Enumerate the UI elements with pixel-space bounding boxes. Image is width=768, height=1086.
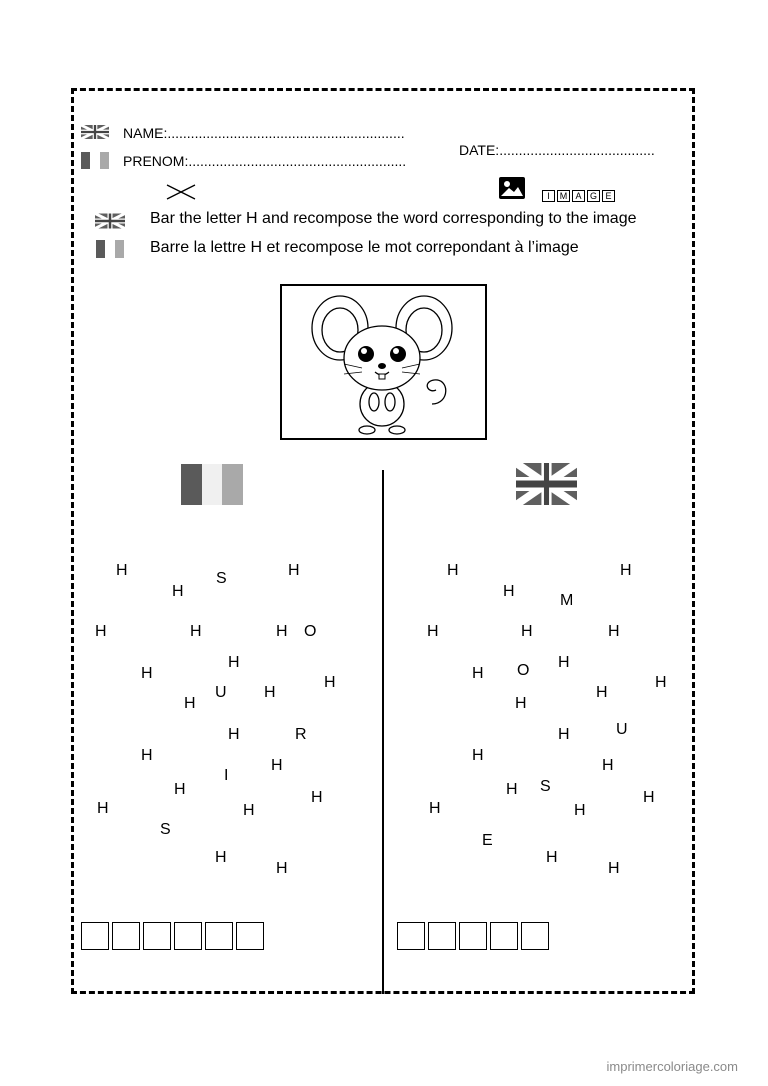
mouse-picture-frame bbox=[280, 284, 487, 440]
scatter-letter[interactable]: H bbox=[506, 781, 518, 798]
uk-flag-icon bbox=[81, 124, 109, 140]
answer-box[interactable] bbox=[236, 922, 264, 950]
scatter-letter[interactable]: H bbox=[515, 695, 527, 712]
scissors-icon bbox=[165, 183, 197, 201]
scatter-letter[interactable]: H bbox=[596, 684, 608, 701]
scatter-letter[interactable]: H bbox=[276, 860, 288, 877]
scatter-letter[interactable]: H bbox=[472, 747, 484, 764]
scatter-letter[interactable]: H bbox=[503, 583, 515, 600]
scatter-letter[interactable]: H bbox=[184, 695, 196, 712]
image-letter-box: A bbox=[572, 190, 585, 202]
scatter-letter[interactable]: S bbox=[160, 821, 171, 838]
scatter-letter[interactable]: H bbox=[546, 849, 558, 866]
instruction-french: Barre la lettre H et recompose le mot correpondant à l’image bbox=[150, 239, 579, 256]
scatter-letter[interactable]: H bbox=[174, 781, 186, 798]
scatter-letter[interactable]: H bbox=[472, 665, 484, 682]
date-field-label: DATE:........................................ bbox=[459, 142, 655, 158]
scatter-letter[interactable]: H bbox=[447, 562, 459, 579]
scatter-letter[interactable]: H bbox=[190, 623, 202, 640]
scatter-letter[interactable]: H bbox=[264, 684, 276, 701]
scatter-letter[interactable]: H bbox=[141, 747, 153, 764]
name-field-label: NAME:............................................................. bbox=[123, 125, 405, 141]
answer-box[interactable] bbox=[521, 922, 549, 950]
answer-box[interactable] bbox=[397, 922, 425, 950]
prenom-field-label: PRENOM:........................................................ bbox=[123, 153, 407, 169]
scatter-letter[interactable]: H bbox=[276, 623, 288, 640]
scatter-letter[interactable]: H bbox=[271, 757, 283, 774]
scatter-letter[interactable]: H bbox=[620, 562, 632, 579]
scatter-letter[interactable]: O bbox=[517, 662, 530, 679]
answer-box[interactable] bbox=[490, 922, 518, 950]
answer-box[interactable] bbox=[174, 922, 202, 950]
scatter-letter[interactable]: M bbox=[560, 592, 574, 609]
scatter-letter[interactable]: H bbox=[608, 860, 620, 877]
scatter-letter[interactable]: S bbox=[216, 570, 227, 587]
scatter-letter[interactable]: H bbox=[97, 800, 109, 817]
image-word-boxes bbox=[542, 186, 617, 204]
scatter-letter[interactable]: H bbox=[643, 789, 655, 806]
scatter-letter[interactable]: H bbox=[172, 583, 184, 600]
scatter-letter[interactable]: R bbox=[295, 726, 307, 743]
scatter-letter[interactable]: H bbox=[429, 800, 441, 817]
fr-flag-icon bbox=[96, 240, 124, 258]
scatter-letter[interactable]: O bbox=[304, 623, 317, 640]
scatter-letter[interactable]: H bbox=[558, 726, 570, 743]
scatter-letter[interactable]: H bbox=[427, 623, 439, 640]
scatter-letter[interactable]: H bbox=[602, 757, 614, 774]
scatter-letter[interactable]: S bbox=[540, 778, 551, 795]
scatter-letter[interactable]: H bbox=[228, 726, 240, 743]
fr-flag-icon bbox=[81, 152, 109, 169]
scatter-letter[interactable]: H bbox=[95, 623, 107, 640]
scatter-letter[interactable]: H bbox=[116, 562, 128, 579]
answer-box[interactable] bbox=[428, 922, 456, 950]
scatter-letter[interactable]: H bbox=[141, 665, 153, 682]
answer-box[interactable] bbox=[143, 922, 171, 950]
footer-site: imprimercoloriage.com bbox=[606, 1059, 738, 1074]
scatter-letter[interactable]: H bbox=[655, 674, 667, 691]
answer-box[interactable] bbox=[81, 922, 109, 950]
scatter-letter[interactable]: H bbox=[324, 674, 336, 691]
scatter-letter[interactable]: H bbox=[215, 849, 227, 866]
image-icon bbox=[499, 177, 525, 199]
mouse-illustration bbox=[282, 286, 485, 438]
scatter-letter[interactable]: I bbox=[224, 767, 229, 784]
answer-box[interactable] bbox=[459, 922, 487, 950]
scatter-letter[interactable]: H bbox=[243, 802, 255, 819]
column-divider bbox=[382, 470, 384, 994]
image-letter-box: E bbox=[602, 190, 615, 202]
fr-flag-icon bbox=[181, 464, 243, 505]
scatter-letter[interactable]: H bbox=[558, 654, 570, 671]
scatter-letter[interactable]: H bbox=[228, 654, 240, 671]
uk-flag-icon bbox=[516, 463, 577, 505]
scatter-letter[interactable]: H bbox=[311, 789, 323, 806]
instruction-english: Bar the letter H and recompose the word corresponding to the image bbox=[150, 210, 637, 227]
scatter-letter[interactable]: H bbox=[574, 802, 586, 819]
uk-flag-icon bbox=[95, 212, 125, 230]
image-letter-box: I bbox=[542, 190, 555, 202]
scatter-letter[interactable]: U bbox=[215, 684, 227, 701]
answer-box[interactable] bbox=[205, 922, 233, 950]
scatter-letter[interactable]: H bbox=[288, 562, 300, 579]
scatter-letter[interactable]: H bbox=[608, 623, 620, 640]
scatter-letter[interactable]: H bbox=[521, 623, 533, 640]
image-letter-box: M bbox=[557, 190, 570, 202]
scatter-letter[interactable]: E bbox=[482, 832, 493, 849]
answer-box[interactable] bbox=[112, 922, 140, 950]
image-letter-box: G bbox=[587, 190, 600, 202]
scatter-letter[interactable]: U bbox=[616, 721, 628, 738]
